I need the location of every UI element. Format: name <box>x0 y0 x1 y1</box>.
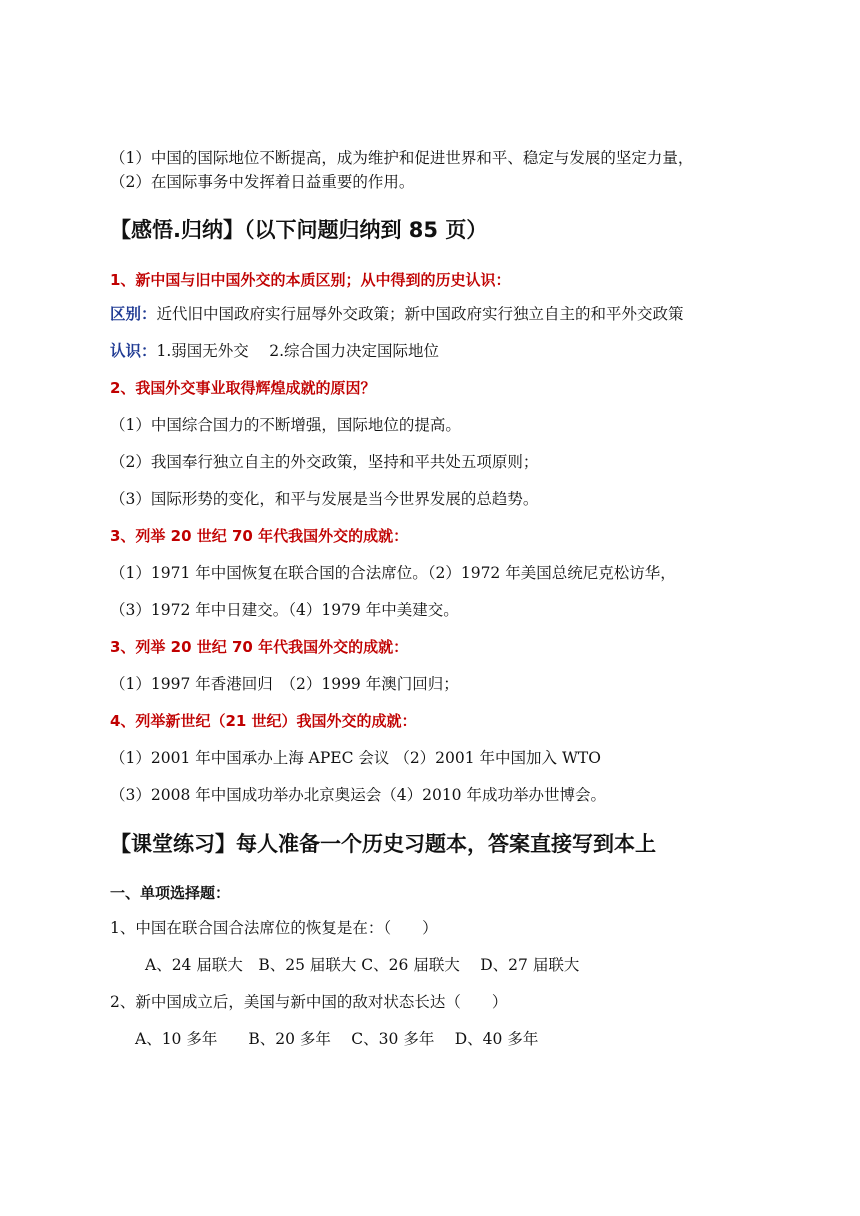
summary-question-1: 1、新中国与旧中国外交的本质区别；从中得到的历史认识： <box>110 271 511 289</box>
summary-q1-difference <box>110 304 684 324</box>
summary-q2-answer-1: （1）中国综合国力的不断增强，国际地位的提高。 <box>110 416 461 434</box>
summary-q4-answer-1: （1）2001 年中国承办上海 APEC 会议 （2）2001 年中国加入 WTO <box>110 749 601 767</box>
difference-text: 近代旧中国政府实行屈辱外交政策；新中国政府实行独立自主的和平外交政策 <box>156 305 684 323</box>
knowledge-text: 1.弱国无外交 2.综合国力决定国际地位 <box>156 342 440 360</box>
knowledge-label: 认识： <box>110 342 157 360</box>
practice-question-1-options: A、24 届联大 B、25 届联大 C、26 届联大 D、27 届联大 <box>145 956 580 974</box>
difference-label: 区别： <box>110 305 157 323</box>
summary-q2-answer-3: （3）国际形势的变化，和平与发展是当今世界发展的总趋势。 <box>110 490 539 508</box>
summary-q4-answer-2: （3）2008 年中国成功举办北京奥运会（4）2010 年成功举办世博会。 <box>110 786 606 804</box>
summary-question-3: 3、列举 20 世纪 70 年代我国外交的成就： <box>110 527 409 545</box>
summary-question-2: 2、我国外交事业取得辉煌成就的原因？ <box>110 379 376 397</box>
summary-q2-answer-2: （2）我国奉行独立自主的外交政策，坚持和平共处五项原则； <box>110 453 539 471</box>
intro-line-1: （1）中国的国际地位不断提高，成为维护和促进世界和平、稳定与发展的坚定力量， <box>110 149 694 167</box>
intro-line-2: （2）在国际事务中发挥着日益重要的作用。 <box>110 173 415 191</box>
practice-question-2: 2、新中国成立后，美国与新中国的敌对状态长达（ ） <box>110 993 508 1011</box>
summary-q3-answer-2: （3）1972 年中日建交。（4）1979 年中美建交。 <box>110 601 459 619</box>
practice-question-1: 1、中国在联合国合法席位的恢复是在：（ ） <box>110 919 438 937</box>
summary-question-4: 4、列举新世纪（21 世纪）我国外交的成就： <box>110 712 417 730</box>
summary-heading: 【感悟.归纳】（以下问题归纳到 85 页） <box>110 218 488 242</box>
practice-question-2-options: A、10 多年 B、20 多年 C、30 多年 D、40 多年 <box>135 1030 539 1048</box>
practice-section-title: 一、单项选择题： <box>110 884 231 902</box>
practice-heading: 【课堂练习】每人准备一个历史习题本，答案直接写到本上 <box>110 832 656 856</box>
summary-q1-knowledge <box>110 341 439 361</box>
summary-q3-answer-1: （1）1971 年中国恢复在联合国的合法席位。（2）1972 年美国总统尼克松访华， <box>110 564 676 582</box>
summary-question-3b: 3、列举 20 世纪 70 年代我国外交的成就： <box>110 638 409 656</box>
summary-q3b-answer-1: （1）1997 年香港回归 （2）1999 年澳门回归； <box>110 675 459 693</box>
